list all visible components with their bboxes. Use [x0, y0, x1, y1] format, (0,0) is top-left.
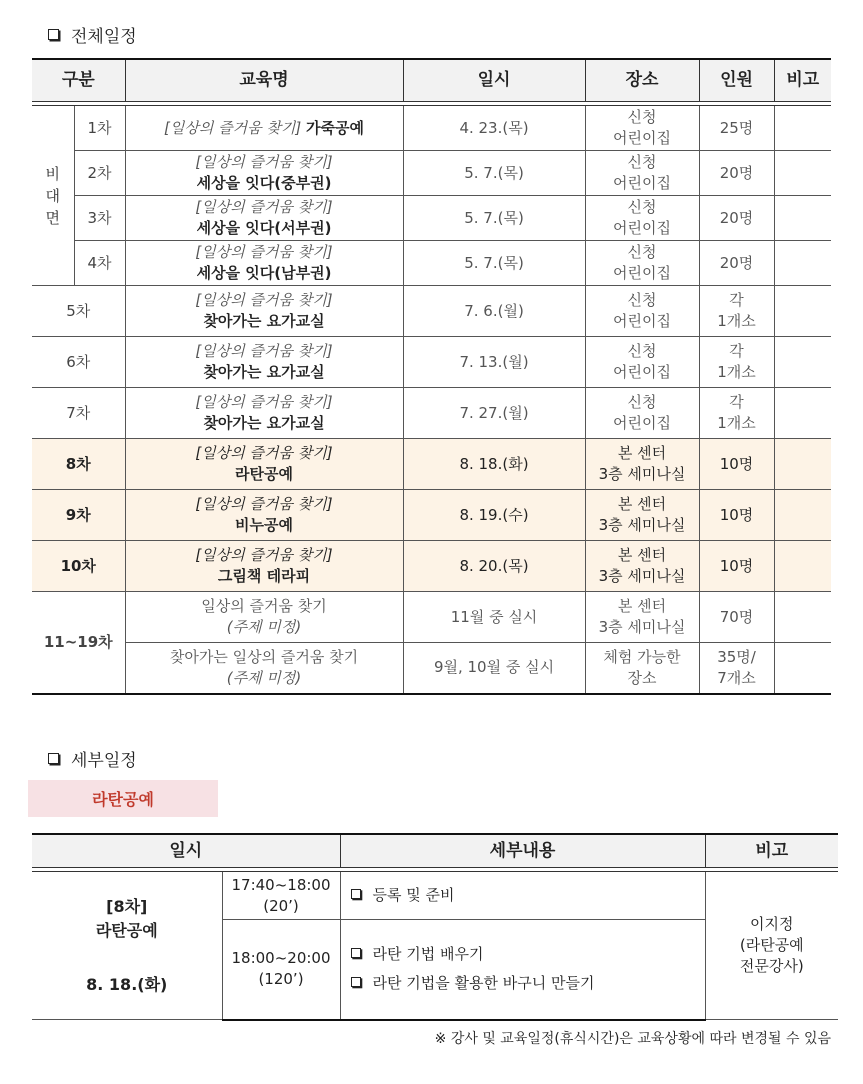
course-cell	[125, 337, 403, 388]
people-line-2: 1개소	[717, 414, 756, 432]
people-cell	[699, 337, 774, 388]
round-cell: 4차	[74, 241, 125, 286]
detail-schedule-heading	[48, 746, 137, 771]
table-row	[32, 643, 831, 694]
date-cell: 4. 23.(목)	[403, 106, 585, 151]
note-cell	[774, 541, 831, 592]
place-line-2: 3층 세미나실	[598, 465, 686, 483]
place-cell	[585, 196, 699, 241]
people-line-1: 10명	[719, 556, 754, 575]
course-series: [일상의 즐거움 찾기]	[195, 153, 333, 171]
course-cell	[125, 643, 403, 694]
place-line-1: 신청	[627, 108, 657, 126]
checkbox-icon	[351, 948, 361, 958]
people-cell	[699, 151, 774, 196]
date-cell: 5. 7.(목)	[403, 196, 585, 241]
people-cell	[699, 286, 774, 337]
place-line-2: 어린이집	[613, 414, 671, 432]
slot-items-cell	[340, 920, 705, 1020]
place-line-2: 어린이집	[613, 264, 671, 282]
date-cell: 5. 7.(목)	[403, 151, 585, 196]
table-row	[32, 286, 831, 337]
place-line-2: 어린이집	[613, 312, 671, 330]
place-line-1: 신청	[627, 198, 657, 216]
people-cell	[699, 592, 774, 643]
session-cell	[32, 872, 222, 1020]
course-name: 세상을 잇다(서부권)	[196, 219, 332, 237]
course-name: 찾아가는 요가교실	[203, 363, 325, 381]
course-series: [일상의 즐거움 찾기]	[195, 243, 333, 261]
course-name: 가죽공예	[306, 118, 364, 137]
people-cell	[699, 490, 774, 541]
people-line-1: 25명	[719, 118, 754, 137]
course-series: [일상의 즐거움 찾기]	[195, 198, 333, 216]
header-people: 인원	[699, 59, 774, 102]
date-cell: 8. 18.(화)	[403, 439, 585, 490]
note-cell	[774, 106, 831, 151]
detail-schedule-table	[32, 833, 838, 1021]
course-series: [일상의 즐거움 찾기]	[195, 342, 333, 360]
header-remark: 비고	[705, 834, 838, 868]
people-cell	[699, 241, 774, 286]
detail-course-tag: 라탄공예	[28, 780, 218, 817]
round-cell: 10차	[32, 541, 125, 592]
course-cell	[125, 388, 403, 439]
remark-cell	[705, 872, 838, 1020]
place-cell	[585, 286, 699, 337]
people-line-1: 20명	[719, 253, 754, 272]
table-row	[32, 196, 831, 241]
slot-time: 17:40~18:00	[231, 875, 331, 894]
place-cell	[585, 337, 699, 388]
course-cell	[125, 286, 403, 337]
course-name: 일상의 즐거움 찾기	[201, 597, 327, 615]
date-cell: 9월, 10월 중 실시	[403, 643, 585, 694]
place-cell	[585, 490, 699, 541]
people-line-1: 각	[729, 342, 744, 360]
date-cell: 8. 20.(목)	[403, 541, 585, 592]
session-round: [8차]	[106, 896, 148, 916]
people-cell	[699, 541, 774, 592]
note-cell	[774, 643, 831, 694]
course-name: 세상을 잇다(중부권)	[196, 174, 332, 192]
course-topic: (주제 미정)	[226, 618, 302, 636]
list-item-label: 라탄 기법 배우기	[372, 945, 484, 964]
note-cell	[774, 592, 831, 643]
people-line-2: 1개소	[717, 312, 756, 330]
note-cell	[774, 337, 831, 388]
course-series: [일상의 즐거움 찾기]	[195, 393, 333, 411]
table-row	[32, 872, 838, 920]
checkbox-icon	[351, 889, 361, 899]
session-date: 8. 18.(화)	[86, 974, 168, 994]
table-row	[32, 106, 831, 151]
course-series: [일상의 즐거움 찾기]	[195, 444, 333, 462]
checkbox-icon	[351, 977, 361, 987]
place-line-1: 신청	[627, 243, 657, 261]
header-gubun: 구분	[32, 59, 125, 102]
date-cell: 5. 7.(목)	[403, 241, 585, 286]
people-line-1: 70명	[719, 607, 754, 626]
date-cell: 7. 6.(월)	[403, 286, 585, 337]
people-line-2: 7개소	[717, 668, 756, 687]
round-cell: 11~19차	[32, 592, 125, 694]
list-item	[351, 969, 705, 998]
course-series: [일상의 즐거움 찾기]	[195, 291, 333, 309]
place-line-2: 어린이집	[613, 363, 671, 381]
round-cell: 7차	[32, 388, 125, 439]
instructor-role-1: (라탄공예	[739, 936, 804, 954]
list-item-label: 등록 및 준비	[372, 886, 455, 904]
course-cell	[125, 106, 403, 151]
date-cell: 7. 13.(월)	[403, 337, 585, 388]
round-cell: 5차	[32, 286, 125, 337]
place-line-1: 본 센터	[617, 546, 667, 564]
table-row	[32, 151, 831, 196]
header-note: 비고	[774, 59, 831, 102]
place-line-1: 신청	[627, 291, 657, 309]
people-cell	[699, 643, 774, 694]
round-cell: 9차	[32, 490, 125, 541]
footnote: ※ 강사 및 교육일정(휴식시간)은 교육상황에 따라 변경될 수 있음	[434, 1031, 831, 1047]
note-cell	[774, 196, 831, 241]
place-line-1: 본 센터	[617, 444, 667, 462]
people-cell	[699, 388, 774, 439]
people-cell	[699, 196, 774, 241]
course-series: [일상의 즐거움 찾기]	[195, 495, 333, 513]
people-line-1: 35명/	[717, 647, 756, 666]
place-line-1: 신청	[627, 342, 657, 360]
course-cell	[125, 196, 403, 241]
overall-schedule-table	[32, 58, 831, 695]
table-row	[32, 490, 831, 541]
place-line-1: 본 센터	[617, 597, 667, 615]
course-cell	[125, 541, 403, 592]
course-cell	[125, 241, 403, 286]
place-cell	[585, 241, 699, 286]
slot-duration: (20’)	[263, 896, 299, 915]
place-cell	[585, 439, 699, 490]
nonface-label: 비 대 면	[32, 106, 74, 286]
place-line-2: 3층 세미나실	[598, 567, 686, 585]
header-date: 일시	[403, 59, 585, 102]
date-cell: 11월 중 실시	[403, 592, 585, 643]
course-name: 라탄공예	[235, 465, 293, 483]
place-line-2: 어린이집	[613, 174, 671, 192]
place-cell	[585, 643, 699, 694]
people-cell	[699, 106, 774, 151]
course-cell	[125, 490, 403, 541]
table-row	[32, 439, 831, 490]
course-topic: (주제 미정)	[226, 668, 302, 687]
course-name: 세상을 잇다(남부권)	[196, 264, 332, 282]
checkbox-icon	[48, 753, 59, 764]
people-line-2: 1개소	[717, 363, 756, 381]
overall-schedule-title: 전체일정	[71, 27, 137, 47]
date-cell: 8. 19.(수)	[403, 490, 585, 541]
list-item	[351, 885, 705, 906]
list-item-label: 라탄 기법을 활용한 바구니 만들기	[372, 974, 595, 993]
course-name: 그림책 테라피	[217, 567, 311, 585]
date-cell: 7. 27.(월)	[403, 388, 585, 439]
list-item	[351, 940, 705, 969]
table-row	[32, 541, 831, 592]
slot-time-cell	[222, 872, 340, 920]
course-name: 찾아가는 요가교실	[203, 312, 325, 330]
course-name: 찾아가는 일상의 즐거움 찾기	[169, 647, 359, 666]
place-cell	[585, 388, 699, 439]
place-line-2: 어린이집	[613, 219, 671, 237]
session-name: 라탄공예	[95, 920, 158, 940]
instructor-name: 이지정	[750, 915, 794, 933]
people-line-1: 10명	[719, 505, 754, 524]
table-row	[32, 337, 831, 388]
place-line-2: 3층 세미나실	[598, 618, 686, 636]
slot-time-cell	[222, 920, 340, 1020]
course-name: 찾아가는 요가교실	[203, 414, 325, 432]
instructor-role-2: 전문강사)	[739, 957, 804, 975]
slot-time: 18:00~20:00	[231, 949, 331, 968]
place-line-1: 체험 가능한	[603, 647, 681, 666]
checkbox-icon	[48, 29, 59, 40]
place-cell	[585, 151, 699, 196]
place-line-2: 3층 세미나실	[598, 516, 686, 534]
table-row	[32, 388, 831, 439]
table-row	[32, 241, 831, 286]
note-cell	[774, 241, 831, 286]
place-line-1: 신청	[627, 153, 657, 171]
header-detail: 세부내용	[340, 834, 705, 868]
course-cell	[125, 439, 403, 490]
note-cell	[774, 286, 831, 337]
place-line-1: 본 센터	[617, 495, 667, 513]
round-cell: 8차	[32, 439, 125, 490]
note-cell	[774, 388, 831, 439]
people-line-1: 20명	[719, 163, 754, 182]
people-line-1: 각	[729, 291, 744, 309]
round-cell: 3차	[74, 196, 125, 241]
people-cell	[699, 439, 774, 490]
table-header-row	[32, 59, 831, 102]
people-line-1: 20명	[719, 208, 754, 227]
course-cell	[125, 592, 403, 643]
slot-duration: (120’)	[258, 970, 304, 989]
place-cell	[585, 541, 699, 592]
course-series: [일상의 즐거움 찾기]	[195, 546, 333, 564]
place-cell	[585, 106, 699, 151]
round-cell: 2차	[74, 151, 125, 196]
note-cell	[774, 151, 831, 196]
overall-schedule-heading	[48, 22, 137, 47]
table-row	[32, 592, 831, 643]
header-place: 장소	[585, 59, 699, 102]
place-line-2: 어린이집	[613, 129, 671, 147]
course-name: 비누공예	[235, 516, 293, 534]
table-header-row	[32, 834, 838, 868]
detail-schedule-title: 세부일정	[71, 751, 137, 771]
note-cell	[774, 439, 831, 490]
course-cell	[125, 151, 403, 196]
slot-items-cell	[340, 872, 705, 920]
people-line-1: 각	[729, 393, 744, 411]
place-cell	[585, 592, 699, 643]
place-line-2: 장소	[627, 668, 657, 687]
course-series: [일상의 즐거움 찾기]	[164, 118, 302, 137]
round-cell: 1차	[74, 106, 125, 151]
round-cell: 6차	[32, 337, 125, 388]
header-datetime: 일시	[32, 834, 340, 868]
note-cell	[774, 490, 831, 541]
people-line-1: 10명	[719, 454, 754, 473]
place-line-1: 신청	[627, 393, 657, 411]
header-course: 교육명	[125, 59, 403, 102]
